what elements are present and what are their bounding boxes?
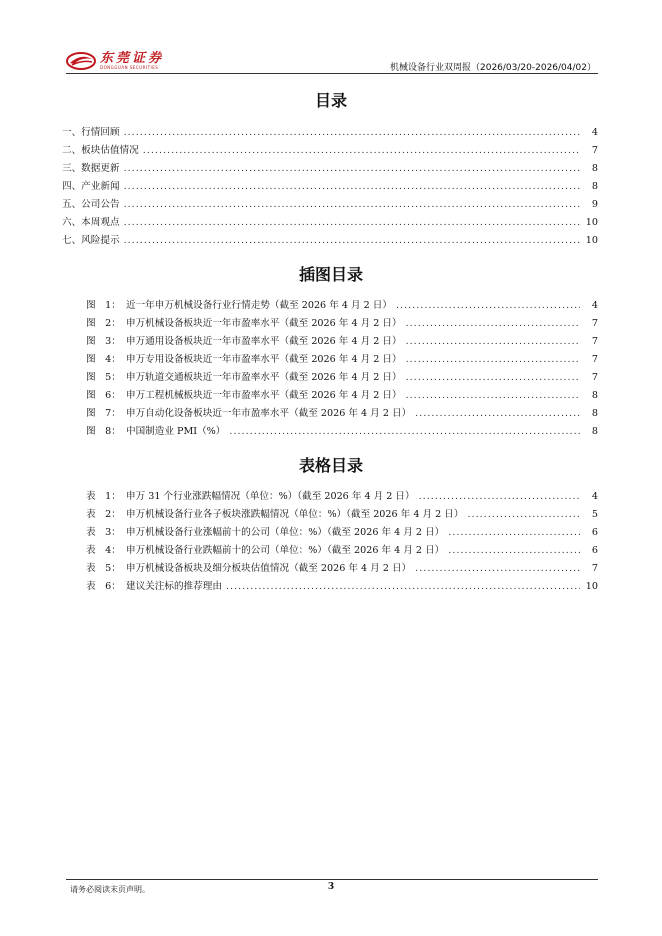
entry-page: 10	[585, 217, 598, 228]
entry-number: 表 1：	[86, 491, 121, 502]
entry-label: 申万机械设备行业跌幅前十的公司（单位：%）（截至 2026 年 4 月 2 日）	[126, 545, 445, 556]
dot-leader	[448, 527, 580, 538]
figure-entry[interactable]	[86, 333, 598, 351]
dot-leader	[406, 318, 580, 329]
report-header-title: 机械设备行业双周报（2026/03/20-2026/04/02）	[390, 63, 596, 73]
entry-number: 表 3：	[86, 527, 121, 538]
dot-leader	[448, 545, 580, 556]
entry-number: 图 3：	[86, 336, 121, 347]
entry-label: 申万 31 个行业涨跌幅情况（单位：%）（截至 2026 年 4 月 2 日）	[126, 491, 415, 502]
dot-leader	[415, 408, 580, 419]
dot-leader	[415, 563, 580, 574]
logo-name-cn: 东莞证券	[100, 50, 165, 66]
entry-page: 8	[591, 390, 598, 401]
entry-page: 8	[591, 181, 598, 192]
entry-page: 8	[591, 163, 598, 174]
dot-leader	[229, 426, 580, 437]
table-list	[86, 488, 598, 596]
entry-label: 申万自动化设备板块近一年市盈率水平（截至 2026 年 4 月 2 日）	[126, 408, 412, 419]
dot-leader	[419, 491, 580, 502]
entry-label: 申万工程机械板块近一年市盈率水平（截至 2026 年 4 月 2 日）	[126, 390, 402, 401]
page-number: 3	[327, 882, 335, 892]
figure-entry[interactable]	[86, 315, 598, 333]
entry-number: 表 6：	[86, 581, 121, 592]
entry-page: 7	[591, 354, 598, 365]
entry-label: 二、板块估值情况	[62, 145, 139, 156]
entry-label: 申万机械设备行业涨幅前十的公司（单位：%）（截至 2026 年 4 月 2 日）	[126, 527, 445, 538]
entry-label: 中国制造业 PMI（%）	[126, 426, 226, 437]
entry-label: 申万轨道交通板块近一年市盈率水平（截至 2026 年 4 月 2 日）	[126, 372, 402, 383]
figure-list-title: 插图目录	[298, 265, 363, 284]
dot-leader	[396, 300, 580, 311]
entry-label: 申万机械设备板块及细分板块估值情况（截至 2026 年 4 月 2 日）	[126, 563, 412, 574]
company-logo	[66, 50, 196, 72]
header-divider	[66, 73, 598, 74]
dot-leader	[124, 181, 580, 192]
toc-entry[interactable]	[62, 142, 598, 160]
entry-label: 六、本周观点	[62, 217, 120, 228]
entry-label: 三、数据更新	[62, 163, 120, 174]
entry-page: 8	[591, 408, 598, 419]
toc-entry[interactable]	[62, 196, 598, 214]
toc-entry[interactable]	[62, 232, 598, 250]
entry-label: 七、风险提示	[62, 235, 120, 246]
entry-number: 图 2：	[86, 318, 121, 329]
toc-entry[interactable]	[62, 160, 598, 178]
entry-page: 7	[591, 336, 598, 347]
dot-leader	[124, 199, 580, 210]
entry-page: 7	[591, 318, 598, 329]
entry-page: 10	[585, 235, 598, 246]
figure-entry[interactable]	[86, 351, 598, 369]
entry-number: 图 1：	[86, 300, 121, 311]
entry-page: 10	[585, 581, 598, 592]
entry-page: 7	[591, 145, 598, 156]
entry-label: 申万专用设备板块近一年市盈率水平（截至 2026 年 4 月 2 日）	[126, 354, 402, 365]
entry-number: 图 8：	[86, 426, 121, 437]
entry-label: 申万通用设备板块近一年市盈率水平（截至 2026 年 4 月 2 日）	[126, 336, 402, 347]
entry-page: 4	[591, 491, 598, 502]
table-entry[interactable]	[86, 524, 598, 542]
footer-divider	[66, 879, 598, 880]
entry-label: 四、产业新闻	[62, 181, 120, 192]
entry-page: 5	[591, 509, 598, 520]
entry-number: 图 7：	[86, 408, 121, 419]
table-entry[interactable]	[86, 506, 598, 524]
logo-name-en: DONGGUAN SECURITIES	[100, 64, 159, 70]
entry-page: 9	[591, 199, 598, 210]
entry-page: 7	[591, 563, 598, 574]
figure-entry[interactable]	[86, 405, 598, 423]
table-entry[interactable]	[86, 578, 598, 596]
footer-disclaimer: 请务必阅读末页声明。	[70, 885, 150, 894]
dot-leader	[124, 217, 580, 228]
entry-label: 建议关注标的推荐理由	[126, 581, 222, 592]
table-entry[interactable]	[86, 542, 598, 560]
figure-entry[interactable]	[86, 297, 598, 315]
entry-page: 8	[591, 426, 598, 437]
toc-entry[interactable]	[62, 178, 598, 196]
toc-title: 目录	[314, 91, 347, 110]
entry-label: 申万机械设备行业各子板块涨跌幅情况（单位：%）（截至 2026 年 4 月 2 日）	[126, 509, 464, 520]
dot-leader	[406, 336, 580, 347]
entry-page: 7	[591, 372, 598, 383]
table-entry[interactable]	[86, 488, 598, 506]
dot-leader	[226, 581, 580, 592]
toc-entry[interactable]	[62, 214, 598, 232]
entry-page: 6	[591, 545, 598, 556]
dot-leader	[124, 127, 580, 138]
entry-label: 五、公司公告	[62, 199, 120, 210]
dot-leader	[124, 163, 580, 174]
table-entry[interactable]	[86, 560, 598, 578]
entry-number: 表 2：	[86, 509, 121, 520]
entry-label: 申万机械设备板块近一年市盈率水平（截至 2026 年 4 月 2 日）	[126, 318, 402, 329]
logo-mark-icon	[66, 51, 96, 71]
table-list-title: 表格目录	[298, 456, 363, 475]
entry-number: 图 4：	[86, 354, 121, 365]
dot-leader	[124, 235, 580, 246]
entry-page: 4	[591, 300, 598, 311]
dot-leader	[143, 145, 580, 156]
entry-number: 表 4：	[86, 545, 121, 556]
entry-label: 一、行情回顾	[62, 127, 120, 138]
dot-leader	[406, 372, 580, 383]
figure-entry[interactable]	[86, 369, 598, 387]
dot-leader	[406, 354, 580, 365]
figure-list	[86, 297, 598, 441]
entry-number: 表 5：	[86, 563, 121, 574]
entry-page: 4	[591, 127, 598, 138]
dot-leader	[406, 390, 580, 401]
figure-entry[interactable]	[86, 387, 598, 405]
dot-leader	[467, 509, 580, 520]
entry-number: 图 5：	[86, 372, 121, 383]
entry-number: 图 6：	[86, 390, 121, 401]
entry-label: 近一年申万机械设备行业行情走势（截至 2026 年 4 月 2 日）	[126, 300, 392, 311]
entry-page: 6	[591, 527, 598, 538]
figure-entry[interactable]	[86, 423, 598, 441]
toc-list	[62, 124, 598, 250]
toc-entry[interactable]	[62, 124, 598, 142]
